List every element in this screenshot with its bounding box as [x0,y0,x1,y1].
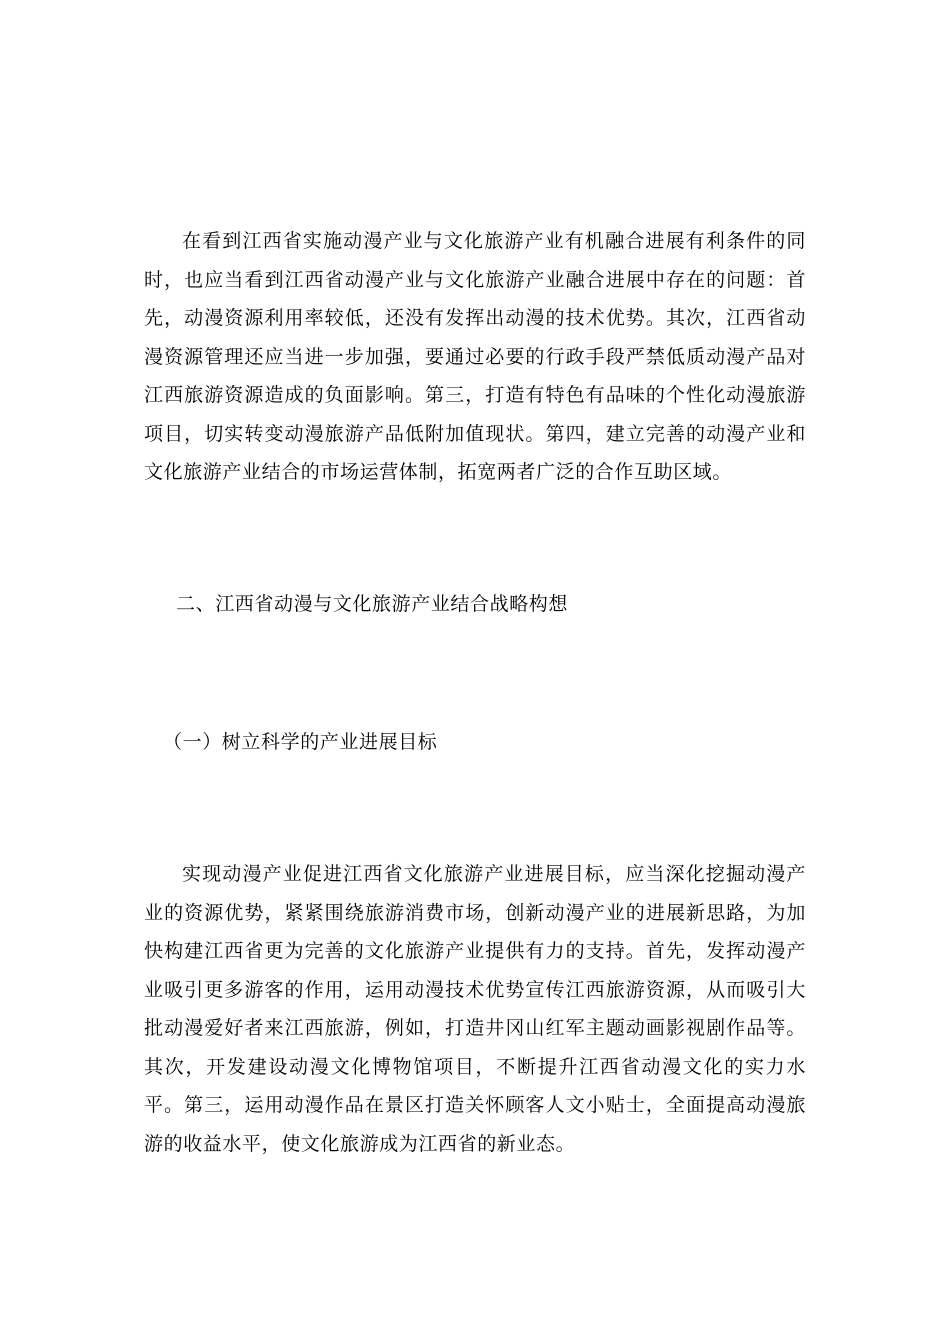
body-paragraph-goals: 实现动漫产业促进江西省文化旅游产业进展目标，应当深化挖掘动漫产业的资源优势，紧紧围绕旅游消费市场，创新动漫产业的进展新思路，为加快构建江西省更为完善的文化旅游产业提供有力的支持。首先，发挥动漫产业吸引更多游客的作用，运用动漫技术优势宣传江西旅游资源，从而吸引大批动漫爱好者来江西旅游，例如，打造井冈山红军主题动画影视剧作品等。其次，开发建设动漫文化博物馆项目，不断提升江西省动漫文化的实力水平。第三，运用动漫作品在景区打造关怀顾客人文小贴士，全面提高动漫旅游的收益水平，使文化旅游成为江西省的新业态。 [144,863,806,1155]
section-heading: 二、江西省动漫与文化旅游产业结合战略构想 [176,593,569,615]
subsection-heading: （一）树立科学的产业进展目标 [163,731,438,753]
body-paragraph-problems: 在看到江西省实施动漫产业与文化旅游产业有机融合进展有利条件的同时，也应当看到江西省动漫产业与文化旅游产业融合进展中存在的问题：首先，动漫资源利用率较低，还没有发挥出动漫的技术优势。其次，江西省动漫资源管理还应当进一步加强，要通过必要的行政手段严禁低质动漫产品对江西旅游资源造成的负面影响。第三，打造有特色有品味的个性化动漫旅游项目，切实转变动漫旅游产品低附加值现状。第四，建立完善的动漫产业和文化旅游产业结合的市场运营体制，拓宽两者广泛的合作互助区域。 [144,230,806,483]
